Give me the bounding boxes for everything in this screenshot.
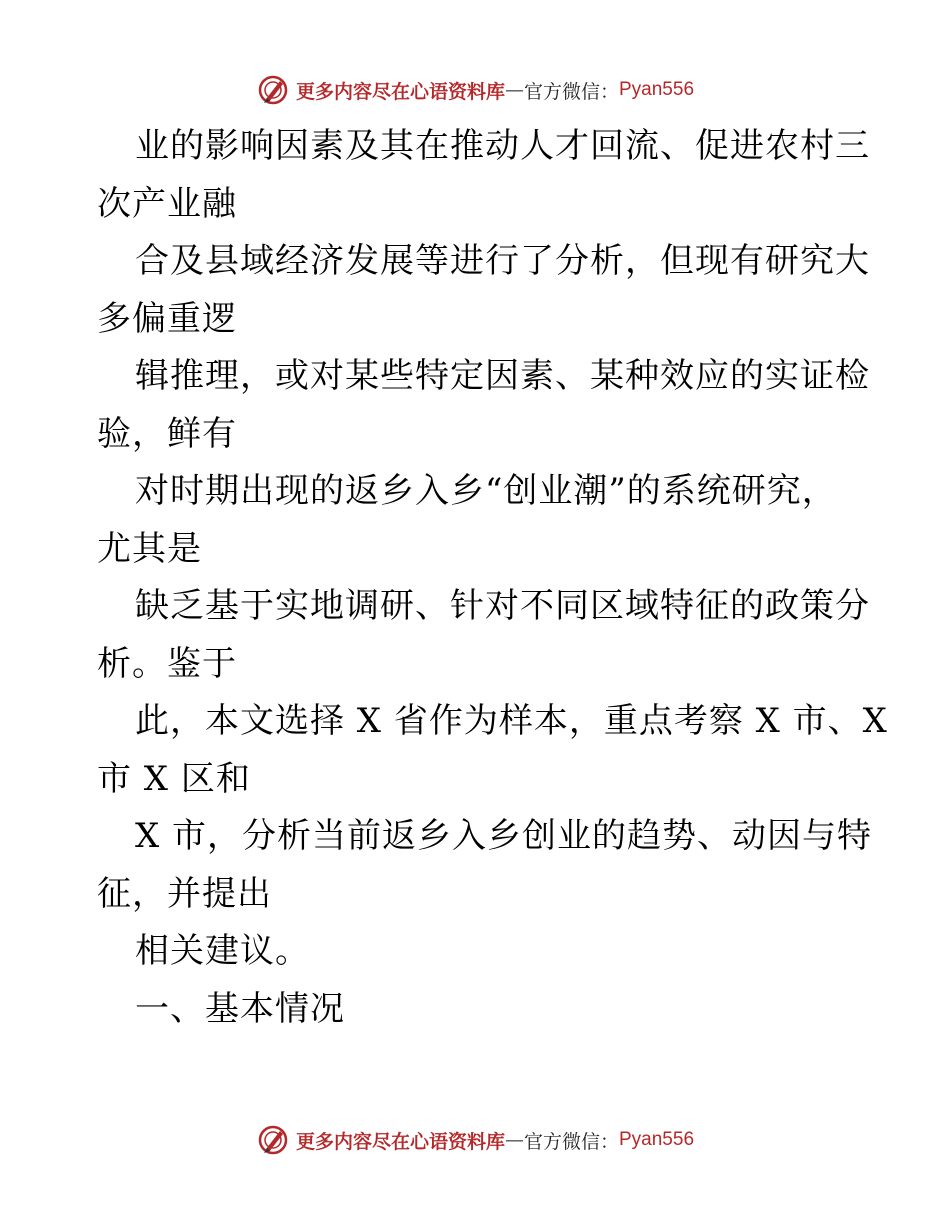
pen-nib-seal-icon <box>256 1123 290 1157</box>
paragraph-line: 相关建议。 <box>135 931 310 971</box>
paragraph-continuation: 尤其是 <box>97 528 202 569</box>
paragraph-line: 辑推理，或对某些特定因素、某种效应的实证检 <box>135 356 870 396</box>
banner-wechat-id: Pyan556 <box>619 1129 695 1150</box>
paragraph-7 <box>97 808 873 923</box>
paragraph-line: X 市，分析当前返乡入乡创业的趋势、动因与特 <box>135 816 873 856</box>
paragraph-continuation: 验，鲜有 <box>97 413 237 454</box>
banner-dash: — <box>504 79 524 101</box>
paragraph-line: 业的影响因素及其在推动人才回流、促进农村三 <box>135 126 870 166</box>
banner-wechat-label: 官方微信： <box>523 1130 619 1153</box>
paragraph-continuation: 析。鉴于 <box>97 643 237 684</box>
header-banner <box>0 70 950 110</box>
paragraph-2 <box>97 233 870 348</box>
paragraph-4 <box>97 463 857 578</box>
banner-wechat-label: 官方微信： <box>523 80 619 103</box>
paragraph-continuation: 征，并提出 <box>97 873 272 914</box>
pen-nib-seal-icon <box>256 73 290 107</box>
document-body <box>97 118 888 1038</box>
paragraph-continuation: 多偏重逻 <box>97 298 237 339</box>
paragraph-continuation: 市 X 区和 <box>97 758 251 799</box>
section-heading <box>97 981 857 1039</box>
paragraph-line: 缺乏基于实地调研、针对不同区域特征的政策分 <box>135 586 870 626</box>
footer-banner <box>0 1120 950 1160</box>
paragraph-6 <box>97 693 888 808</box>
banner-dash: — <box>504 1129 524 1151</box>
paragraph-line: 合及县域经济发展等进行了分析，但现有研究大 <box>135 241 870 281</box>
banner-wechat-id: Pyan556 <box>619 79 695 100</box>
banner-promo-text: 更多内容尽在心语资料库 <box>295 1130 505 1153</box>
paragraph-line: 对时期出现的返乡入乡“创业潮”的系统研究， <box>135 471 837 511</box>
banner-promo-text: 更多内容尽在心语资料库 <box>295 80 505 103</box>
paragraph-3 <box>97 348 870 463</box>
paragraph-1 <box>97 118 870 233</box>
paragraph-5 <box>97 578 870 693</box>
paragraph-8 <box>97 923 857 981</box>
paragraph-continuation: 次产业融 <box>97 183 237 224</box>
section-heading-text: 一、基本情况 <box>135 988 345 1029</box>
paragraph-line: 此，本文选择 X 省作为样本，重点考察 X 市、X <box>135 701 888 741</box>
